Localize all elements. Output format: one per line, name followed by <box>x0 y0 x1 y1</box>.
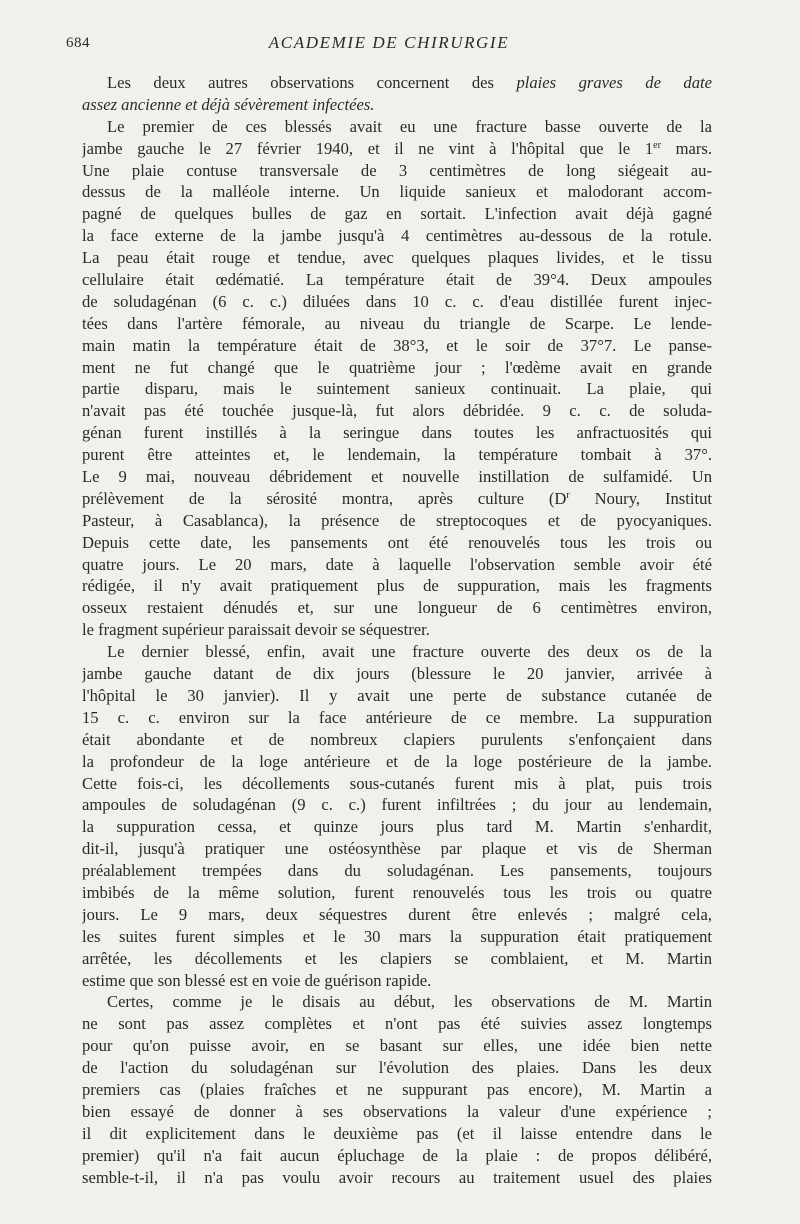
text-line <box>82 773 712 795</box>
line-text: l'hôpital le 30 janvier). Il y avait une perte de substance cutanée de <box>82 685 712 705</box>
text-line <box>82 751 712 773</box>
text-line <box>82 1057 712 1079</box>
line-text: Le premier de ces blessés avait eu une fracture basse ouverte de la <box>107 116 712 136</box>
text-line <box>82 575 712 597</box>
line-text: jours. Le 9 mars, deux séquestres durent être enlevés ; malgré cela, <box>82 904 712 924</box>
text-line <box>82 138 712 160</box>
text-line <box>82 838 712 860</box>
line-text: bien essayé de donner à ses observations la valeur d'une expérience ; <box>82 1101 712 1121</box>
line-text: purent être atteintes et, le lendemain, la température tombait à 37°. <box>82 445 712 465</box>
line-text: Pasteur, à Casablanca), la présence de streptocoques et de pyocyaniques. <box>82 510 712 530</box>
text-line <box>82 1079 712 1101</box>
text-line <box>82 291 712 313</box>
text-line <box>82 1035 712 1057</box>
line-text: de soludagénan (6 c. c.) diluées dans 10 c. c. d'eau distillée furent injec- <box>82 291 712 311</box>
text-line <box>82 313 712 335</box>
text-line <box>82 72 712 94</box>
text-line <box>82 1013 712 1035</box>
text-line <box>82 948 712 970</box>
line-text: dessus de la malléole interne. Un liquide sanieux et malodorant accom- <box>82 182 712 202</box>
text-line <box>82 422 712 444</box>
text-line <box>82 794 712 816</box>
line-tail-text: mars. <box>660 138 712 158</box>
line-text: Depuis cette date, les pansements ont été renouvelés tous les trois ou <box>82 532 712 552</box>
line-italic-text: plaies graves de date <box>516 73 712 92</box>
superscript: er <box>653 139 661 151</box>
text-line <box>82 554 712 576</box>
line-text: le fragment supérieur paraissait devoir se séquestrer. <box>82 620 430 640</box>
text-line <box>82 926 712 948</box>
text-line <box>82 860 712 882</box>
line-tail-text: Noury, Institut <box>569 488 712 508</box>
line-text: ment ne fut changé que le quatrième jour ; l'œdème avait en grande <box>82 357 712 377</box>
line-text: préalablement trempées dans du soludagénan. Les pansements, toujours <box>82 861 712 881</box>
line-text: Les deux autres observations concernent des <box>107 73 517 92</box>
text-line <box>82 707 712 729</box>
line-text: dit-il, jusqu'à pratiquer une ostéosynthèse par plaque et vis de Sherman <box>82 839 712 859</box>
line-text: ne sont pas assez complètes et n'ont pas été suivies assez longtemps <box>82 1014 712 1034</box>
line-text: de l'action du soludagénan sur l'évolution des plaies. Dans les deux <box>82 1058 712 1078</box>
text-line <box>82 160 712 182</box>
text-line <box>82 729 712 751</box>
line-text: n'avait pas été touchée jusque-là, fut alors débridée. 9 c. c. de soluda- <box>82 401 712 421</box>
text-line <box>82 203 712 225</box>
text-line <box>82 882 712 904</box>
superscript: r <box>566 489 570 501</box>
text-line <box>82 444 712 466</box>
line-text: quatre jours. Le 20 mars, date à laquelle l'observation semble avoir été <box>82 554 712 574</box>
page-number: 684 <box>66 35 90 51</box>
text-line <box>82 532 712 554</box>
line-text: Une plaie contuse transversale de 3 centimètres de long siégeait au- <box>82 160 712 180</box>
line-text: les suites furent simples et le 30 mars la suppuration était pratiquement <box>82 926 712 946</box>
text-line <box>82 400 712 422</box>
text-line <box>82 225 712 247</box>
text-line <box>82 641 712 663</box>
text-line <box>82 1101 712 1123</box>
text-line <box>82 488 712 510</box>
line-text: il dit explicitement dans le deuxième pas (et il laisse entendre dans le <box>82 1123 712 1143</box>
line-text: Certes, comme je le disais au début, les observations de M. Martin <box>107 992 712 1012</box>
text-line <box>82 335 712 357</box>
text-line <box>82 991 712 1013</box>
text-line <box>82 116 712 138</box>
line-text: 15 c. c. environ sur la face antérieure de ce membre. La suppuration <box>82 707 712 727</box>
text-line <box>82 1145 712 1167</box>
line-text: osseux restaient dénudés et, sur une longueur de 6 centimètres environ, <box>82 598 712 618</box>
text-line <box>82 94 712 116</box>
line-text: pagné de quelques bulles de gaz en sortait. L'infection avait déjà gagné <box>82 204 712 224</box>
line-text: Cette fois-ci, les décollements sous-cutanés furent mis à plat, puis trois <box>82 773 712 793</box>
article-body <box>82 72 712 1188</box>
text-line <box>82 1123 712 1145</box>
line-text: premiers cas (plaies fraîches et ne suppurant pas encore), M. Martin a <box>82 1079 712 1099</box>
line-text: premier) qu'il n'a fait aucun épluchage de la plaie : de propos délibéré, <box>82 1145 712 1165</box>
text-line <box>82 510 712 532</box>
text-line <box>82 1167 712 1189</box>
line-text: était abondante et de nombreux clapiers purulents s'enfonçaient dans <box>82 729 712 749</box>
line-text: estime que son blessé est en voie de guérison rapide. <box>82 970 432 990</box>
text-line <box>82 597 712 619</box>
line-text: jambe gauche datant de dix jours (blessure le 20 janvier, arrivée à <box>82 664 712 684</box>
line-text: ampoules de soludagénan (9 c. c.) furent infiltrées ; du jour au lendemain, <box>82 795 712 815</box>
line-text: Le 9 mai, nouveau débridement et nouvelle instillation de sulfamidé. Un <box>82 467 712 487</box>
line-text: semble-t-il, il n'a pas voulu avoir recours au traitement usuel des plaies <box>82 1167 712 1187</box>
text-line <box>82 247 712 269</box>
line-text: prélèvement de la sérosité montra, après culture (D <box>82 488 567 508</box>
text-line <box>82 269 712 291</box>
line-text: la suppuration cessa, et quinze jours plus tard M. Martin s'enhardit, <box>82 817 712 837</box>
text-line <box>82 685 712 707</box>
line-text: partie disparu, mais le suintement sanieux continuait. La plaie, qui <box>82 379 712 399</box>
line-text: arrêtée, les décollements et les clapiers se comblaient, et M. Martin <box>82 948 712 968</box>
text-line <box>82 663 712 685</box>
line-text: jambe gauche le 27 février 1940, et il ne vint à l'hôpital que le 1 <box>82 138 654 158</box>
line-text: rédigée, il n'y avait pratiquement plus de suppuration, mais les fragments <box>82 576 712 596</box>
text-line <box>82 378 712 400</box>
line-text: pour qu'on puisse avoir, en se basant sur elles, une idée bien nette <box>82 1036 712 1056</box>
line-text: génan furent instillés à la seringue dans toutes les anfractuosités qui <box>82 423 712 443</box>
line-text: tées dans l'artère fémorale, au niveau du triangle de Scarpe. Le lende- <box>82 313 712 333</box>
text-line <box>82 466 712 488</box>
line-text: main matin la température était de 38°3, et le soir de 37°7. Le panse- <box>82 335 712 355</box>
line-text: cellulaire était œdématié. La température était de 39°4. Deux ampoules <box>82 270 712 290</box>
line-text: la profondeur de la loge antérieure et de la loge postérieure de la jambe. <box>82 751 712 771</box>
text-line <box>82 181 712 203</box>
line-text: Le dernier blessé, enfin, avait une fracture ouverte des deux os de la <box>107 642 712 662</box>
running-header <box>66 33 712 57</box>
text-line <box>82 904 712 926</box>
line-text: la face externe de la jambe jusqu'à 4 centimètres au-dessous de la rotule. <box>82 226 712 246</box>
text-line <box>82 970 712 992</box>
line-italic-text: assez ancienne et déjà sévèrement infectées. <box>82 94 375 114</box>
line-text: imbibés de la même solution, furent renouvelés tous les trois ou quatre <box>82 882 712 902</box>
journal-title: ACADEMIE DE CHIRURGIE <box>268 33 510 52</box>
text-line <box>82 619 712 641</box>
line-text: La peau était rouge et tendue, avec quelques plaques livides, et le tissu <box>82 248 712 268</box>
text-line <box>82 357 712 379</box>
text-line <box>82 816 712 838</box>
